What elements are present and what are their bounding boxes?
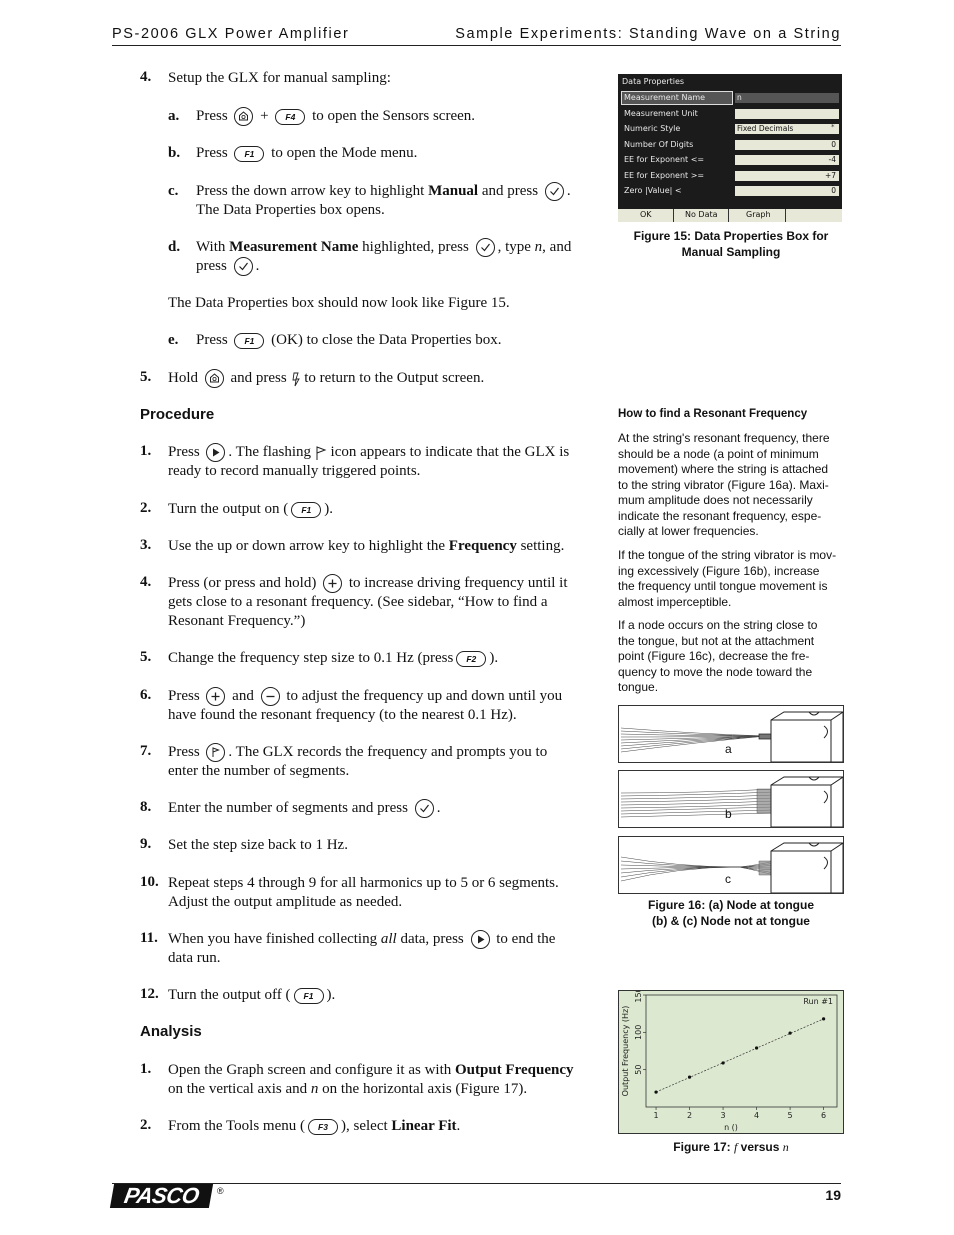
dp-softkey-bar [618, 209, 842, 222]
substep-label: a. [168, 108, 180, 124]
data-point [654, 1090, 657, 1093]
home-key-icon [234, 107, 253, 126]
check-key-icon [415, 799, 434, 818]
page-header [112, 26, 841, 44]
procedure-step-6: Press and to adjust the frequency up and down until you have found the resonant frequency (to the nearest 0.1 Hz). [168, 688, 563, 724]
figure-17-graph [618, 990, 844, 1134]
minus-key-icon [261, 687, 280, 706]
chart-title: Run #1 [803, 997, 833, 1006]
dropdown-icon: * [831, 123, 835, 131]
step-number: 10. [140, 874, 159, 890]
frequency-vs-n-chart [619, 991, 843, 1133]
step-5-text: Hold and press to return to the Output screen. [168, 369, 484, 388]
substep-b: b. [168, 145, 181, 161]
data-point [755, 1046, 758, 1049]
substep-a-text: Press + F4 to open the Sensors screen. [196, 107, 475, 126]
data-point [788, 1031, 791, 1034]
dp-graph-button: Graph [746, 210, 771, 219]
figure-16a-panel [618, 705, 844, 763]
x-axis-label: n () [724, 1123, 738, 1132]
substep-c: c. [168, 183, 179, 199]
figure-16-caption: Figure 16: (a) Node at tongue (b) & (c) Node not at tongue [647, 898, 814, 928]
check-key-icon [545, 182, 564, 201]
substep-d-text: With Measurement Name highlighted, press , type n, and press . [196, 238, 596, 276]
procedure-step-9: Set the step size back to 1 Hz. [168, 837, 348, 853]
data-point [721, 1061, 724, 1064]
data-point [688, 1076, 691, 1079]
step-number: 7. [140, 743, 152, 759]
f3-key-icon: F3 [308, 1119, 338, 1135]
check-key-icon [234, 257, 253, 276]
fit-line [656, 1019, 824, 1092]
check-key-icon [476, 238, 495, 257]
dp-ok-button: OK [640, 210, 652, 219]
figure-15-caption: Figure 15: Data Properties Box for Manual Sampling [633, 229, 829, 259]
step-number: 11. [140, 930, 158, 946]
play-key-icon [471, 930, 490, 949]
dp-row: Zero |Value| < 0 [622, 185, 838, 198]
substep-a [168, 107, 179, 126]
power-icon [291, 371, 301, 387]
dp-row: Measurement Name n [622, 92, 838, 105]
page-number: 19 [825, 1187, 841, 1203]
step-number: 12. [140, 986, 159, 1002]
substep-b-text: Press F1 to open the Mode menu. [196, 145, 418, 161]
step-number: 2. [140, 1117, 152, 1133]
y-tick-label: 150 [634, 991, 643, 1003]
step-number: 1. [140, 443, 152, 459]
data-point [822, 1017, 825, 1020]
flag-icon [315, 445, 327, 461]
sidebar-paragraph-2: If the tongue of the string vibrator is mov- ing excessively (Figure 16b), increase the frequency until tongue movement is almost imperceptible. [618, 548, 837, 609]
substep-e-text: Press F1 (OK) to close the Data Properties box. [196, 332, 502, 348]
setup-note: The Data Properties box should now look like Figure 15. [168, 295, 510, 311]
step-number: 9. [140, 836, 152, 852]
step-number: 4. [140, 69, 152, 85]
x-tick-label: 4 [754, 1111, 760, 1120]
pasco-logo: PASCO [110, 1184, 213, 1208]
footer-rule [112, 1183, 841, 1184]
flag-key-icon [206, 743, 225, 762]
step-number: 5. [140, 649, 152, 665]
x-tick-label: 6 [821, 1111, 827, 1120]
step-number: 3. [140, 537, 152, 553]
x-tick-label: 1 [653, 1111, 659, 1120]
dp-row: Measurement Unit [622, 108, 838, 121]
analysis-step-1: Open the Graph screen and configure it as with Output Frequency on the vertical axis and n on the horizontal axis (Figure 17). [168, 1062, 574, 1097]
f1-key-icon: F1 [291, 502, 321, 518]
substep-d: d. [168, 239, 181, 255]
step-number: 8. [140, 799, 152, 815]
plus-key-icon [323, 574, 342, 593]
plot-area [646, 995, 837, 1107]
panel-label: b [725, 807, 732, 821]
dp-row: EE for Exponent >= +7 [622, 170, 838, 183]
x-tick-label: 3 [720, 1111, 726, 1120]
dp-nodata-button: No Data [685, 210, 718, 219]
procedure-heading: Procedure [140, 406, 215, 423]
x-tick-label: 2 [687, 1111, 693, 1120]
header-left: PS-2006 GLX Power Amplifier [112, 26, 350, 42]
figure-16b-panel [618, 770, 844, 828]
dp-row: EE for Exponent <= -4 [622, 154, 838, 167]
home-key-icon [205, 369, 224, 388]
play-key-icon [206, 443, 225, 462]
x-tick-label: 5 [787, 1111, 793, 1120]
registered-mark: ® [217, 1186, 224, 1196]
substep-c-text: Press the down arrow key to highlight Manual and press . The Data Properties box opens. [196, 183, 571, 219]
plus-key-icon [206, 687, 225, 706]
data-properties-screen [618, 74, 842, 222]
f1-key-icon: F1 [234, 333, 264, 349]
step-text: Setup the GLX for manual sampling: [168, 70, 391, 86]
analysis-heading: Analysis [140, 1023, 202, 1040]
dp-row: Numeric Style Fixed Decimals * [622, 123, 838, 136]
procedure-step-10: Repeat steps 4 through 9 for all harmonics up to 5 or 6 segments. Adjust the output amplitude as needed. [168, 875, 559, 910]
panel-label: a [725, 742, 732, 756]
procedure-step-1: Press . The flashing icon appears to indicate that the GLX is ready to record manually triggered points. [168, 444, 570, 480]
procedure-step-7: Press . The GLX records the frequency and prompts you to enter the number of segments. [168, 744, 548, 780]
procedure-step-8: Enter the number of segments and press . [168, 799, 440, 818]
dp-row: Number Of Digits 0 [622, 139, 838, 152]
y-axis-label: Output Frequency (Hz) [621, 1005, 630, 1097]
step-number: 4. [140, 574, 152, 590]
sidebar-paragraph-1: At the string's resonant frequency, there should be a node (a point of minimum movement) where the string is attached to the string vibrator (Figure 16a). Maxi- mum amplitude does not necessarily indicate the resonant frequency, espe- cially at lower frequencies. [618, 431, 830, 538]
header-right: Sample Experiments: Standing Wave on a String [455, 26, 841, 42]
step-number: 6. [140, 687, 152, 703]
f4-key-icon: F4 [275, 109, 305, 125]
procedure-step-12: Turn the output off ( F1 ). [168, 987, 336, 1003]
procedure-step-3: Use the up or down arrow key to highlight the Frequency setting. [168, 538, 565, 554]
procedure-step-2: Turn the output on ( F1 ). [168, 501, 334, 517]
f1-key-icon: F1 [234, 146, 264, 162]
step-number: 5. [140, 369, 152, 385]
y-tick-label: 50 [634, 1064, 643, 1075]
substep-e: e. [168, 332, 179, 348]
sidebar-paragraph-3: If a node occurs on the string close to the tongue, but not at the attachment point (Figure 16c), decrease the fre- quency to move the node toward the tongue. [618, 618, 818, 694]
f1-key-icon: F1 [294, 988, 324, 1004]
f2-key-icon: F2 [456, 651, 486, 667]
y-tick-label: 100 [634, 1024, 643, 1040]
procedure-step-4: Press (or press and hold) to increase driving frequency until it gets close to a resonant frequency. (See sidebar, “How to find a Resonant Frequency.”) [168, 575, 568, 629]
procedure-step-5: Change the frequency step size to 0.1 Hz (press F2 ). [168, 650, 499, 666]
figure-17-caption: Figure 17: f versus n [673, 1140, 789, 1154]
procedure-step-11: When you have finished collecting all data, press to end the data run. [168, 931, 556, 967]
sidebar-title: How to find a Resonant Frequency [618, 408, 808, 420]
header-rule [112, 45, 841, 46]
analysis-step-2: From the Tools menu ( F3 ), select Linear Fit. [168, 1118, 461, 1134]
figure-16c-panel [618, 836, 844, 894]
string-vibrator-illustration [619, 837, 843, 893]
step-number: 2. [140, 500, 152, 516]
step-number: 1. [140, 1061, 152, 1077]
dp-title: Data Properties [622, 77, 685, 86]
panel-label: c [725, 872, 731, 886]
